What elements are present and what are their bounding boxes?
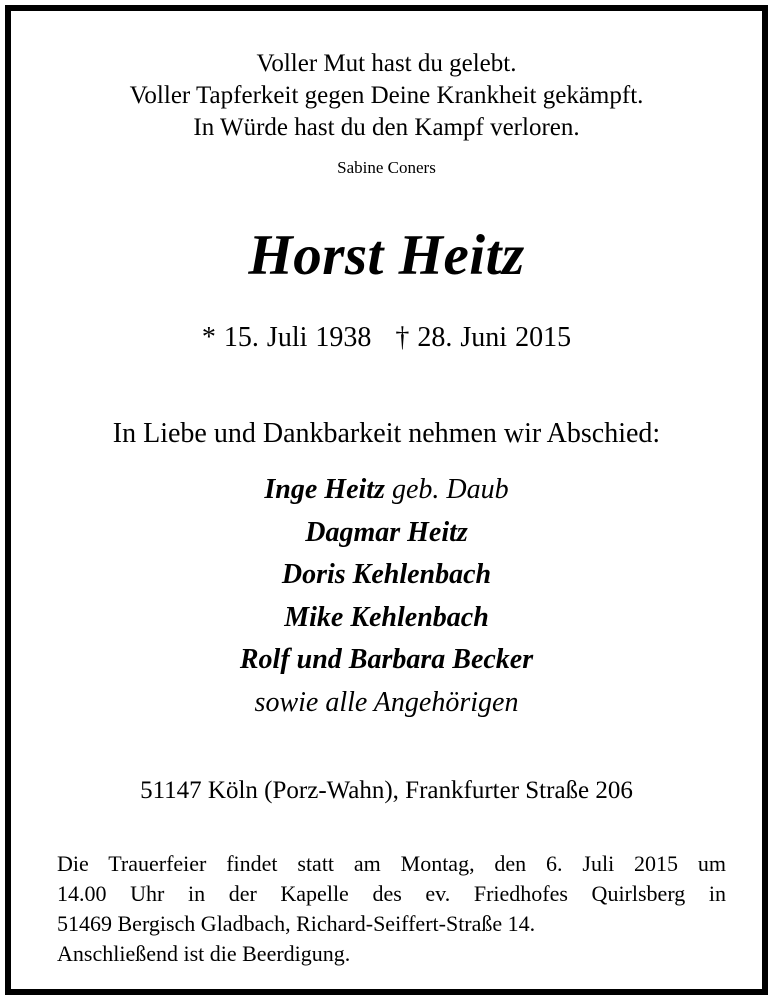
life-dates (11, 322, 762, 354)
funeral-notice (57, 849, 726, 969)
birth-date: * 15. Juli 1938 (201, 322, 372, 353)
notice-line: 14.00 Uhr in der Kapelle des ev. Friedhofes Quirlsberg in (57, 881, 726, 906)
death-date: † 28. Juni 2015 (395, 322, 572, 353)
poem-line: In Würde hast du den Kampf verloren. (193, 114, 580, 141)
obituary-frame (5, 5, 768, 995)
notice-line: Die Trauerfeier findet statt am Montag, den 6. Juli 2015 um (57, 851, 726, 876)
mourner-name: Rolf und Barbara Becker (239, 644, 534, 675)
mourner-entry (11, 469, 762, 512)
deceased-name: Horst Heitz (248, 224, 525, 287)
family-address: 51147 Köln (Porz-Wahn), Frankfurter Straße 206 (140, 777, 633, 804)
mourners-closing: sowie alle Angehörigen (254, 686, 519, 718)
mourner-name: Inge Heitz (264, 474, 385, 505)
mourner-name: Doris Kehlenbach (281, 559, 492, 590)
notice-line: Anschließend ist die Beerdigung. (57, 941, 351, 966)
poem (11, 48, 762, 144)
poem-line: Voller Mut hast du gelebt. (256, 50, 517, 77)
mourners-list (11, 469, 762, 724)
poem-line: Voller Tapferkeit gegen Deine Krankheit gekämpft. (129, 82, 644, 109)
mourner-name: Mike Kehlenbach (284, 601, 489, 633)
mourner-name: Dagmar Heitz (305, 516, 468, 548)
farewell-intro: In Liebe und Dankbarkeit nehmen wir Abschied: (112, 418, 661, 449)
poem-author: Sabine Coners (337, 158, 436, 177)
notice-line: 51469 Bergisch Gladbach, Richard-Seiffert-Straße 14. (57, 911, 536, 936)
maiden-name: geb. Daub (384, 474, 509, 505)
